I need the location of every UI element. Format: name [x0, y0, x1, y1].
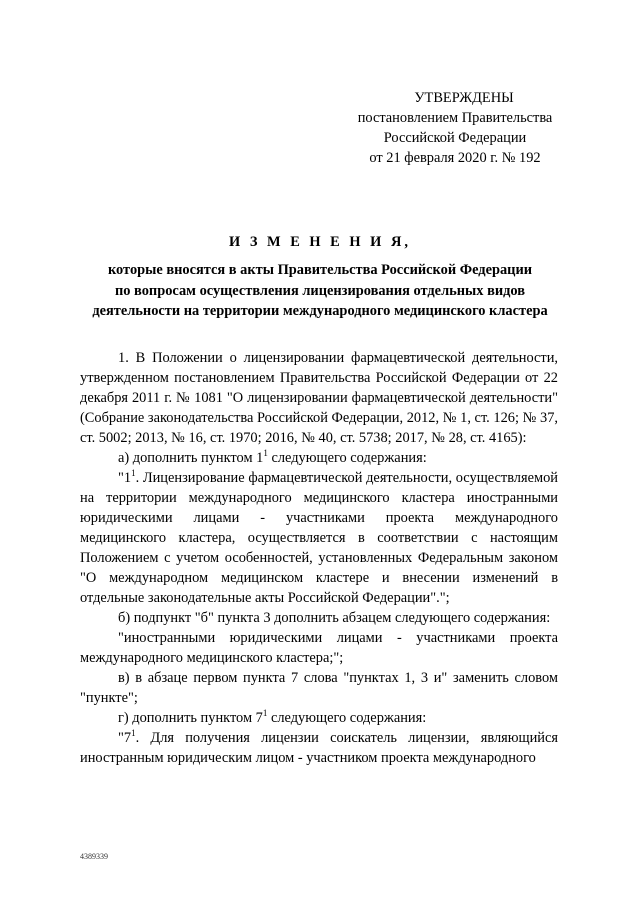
approval-heading: УТВЕРЖДЕНЫ	[414, 90, 514, 106]
superscript: 1	[131, 468, 136, 478]
approval-line: Российской Федерации	[383, 130, 527, 146]
approval-date-number: от 21 февраля 2020 г. № 192	[369, 150, 541, 166]
paragraph-text: следующего содержания:	[267, 450, 427, 466]
paragraph-text: "1	[118, 470, 132, 486]
paragraph-6: в) в абзаце первом пункта 7 слова "пунктах 1, 3 и" заменить словом "пункте";	[80, 670, 558, 706]
paragraph-text: . Для получения лицензии соискатель лицензии, являющийся иностранным юридическим лицом - участником проекта международного	[80, 730, 558, 766]
paragraph-text: . Лицензирование фармацевтической деятельности, осуществляемой на территории международного медицинского кластера иностранными юридическими лицами - участниками проекта международного медицинского кластера, осуществляется в соответствии с настоящим Положением с учетом особенностей, установленных Федеральным законом "О международном медицинском кластере и внесении изменений в отдельные законодательные акты Российской Федерации".";	[80, 470, 558, 606]
paragraph-text: "7	[118, 730, 132, 746]
paragraph-text: следующего содержания:	[267, 710, 427, 726]
superscript: 1	[262, 708, 268, 718]
subtitle-line: по вопросам осуществления лицензирования отдельных видов	[114, 282, 526, 299]
paragraph-text: г) дополнить пунктом 7	[118, 710, 263, 726]
paragraph-8	[80, 728, 558, 768]
paragraph-2	[80, 448, 558, 468]
paragraph-text: а) дополнить пунктом 1	[118, 450, 264, 466]
paragraph-3	[80, 468, 558, 608]
document-title: И З М Е Н Е Н И Я,	[229, 234, 411, 250]
subtitle-line: которые вносятся в акты Правительства Российской Федерации	[107, 262, 533, 278]
paragraph-7	[80, 708, 558, 728]
paragraph-4: б) подпункт "б" пункта 3 дополнить абзацем следующего содержания:	[118, 610, 551, 626]
subtitle-line: деятельности на территории международного медицинского кластера	[92, 303, 548, 319]
paragraph-5: "иностранными юридическими лицами - участниками проекта международного медицинского кластера;";	[80, 630, 558, 666]
approval-line: постановлением Правительства	[357, 110, 553, 126]
superscript: 1	[263, 448, 268, 458]
paragraph-1: 1. В Положении о лицензировании фармацевтической деятельности, утвержденном постановлением Правительства Российской Федерации от 22 декабря 2011 г. № 1081 "О лицензировании фармацевтической деятельности" (Собрание законодательства Российской Федерации, 2012, № 1, ст. 126; № 37, ст. 5002; 2013, № 16, ст. 1970; 2016, № 40, ст. 5738; 2017, № 28, ст. 4165):	[80, 350, 558, 446]
superscript: 1	[131, 728, 136, 738]
document-id: 4389339	[80, 852, 108, 861]
approval-block	[330, 88, 580, 168]
document-subtitle	[70, 260, 570, 322]
document-body	[80, 348, 558, 768]
